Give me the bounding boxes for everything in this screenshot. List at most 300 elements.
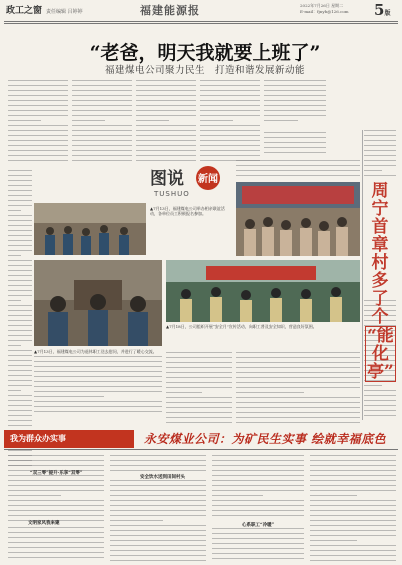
text-line bbox=[8, 260, 32, 261]
text-line bbox=[264, 115, 326, 116]
text-line bbox=[8, 537, 104, 538]
text-line bbox=[166, 387, 232, 388]
text-line bbox=[110, 500, 206, 501]
text-line bbox=[8, 500, 104, 501]
text-line bbox=[200, 125, 260, 126]
text-line bbox=[72, 110, 132, 111]
text-line bbox=[34, 361, 162, 362]
text-line bbox=[364, 135, 396, 136]
text-line bbox=[110, 555, 206, 556]
text-line bbox=[264, 95, 326, 96]
sidebar-headline bbox=[365, 182, 395, 382]
text-line bbox=[166, 412, 232, 413]
text-line bbox=[364, 165, 396, 166]
text-line bbox=[110, 460, 206, 461]
text-line bbox=[310, 535, 396, 536]
text-line bbox=[8, 340, 32, 341]
text-line bbox=[8, 275, 32, 276]
section-rule bbox=[4, 449, 398, 450]
text-line bbox=[136, 150, 196, 151]
text-line bbox=[72, 100, 132, 101]
text-line bbox=[200, 120, 233, 121]
sidebar-divider bbox=[362, 130, 363, 420]
text-line bbox=[110, 490, 206, 491]
text-line bbox=[110, 470, 206, 471]
tushuo-logo-pinyin: TUSHUO bbox=[154, 190, 190, 198]
text-line bbox=[72, 120, 105, 121]
text-line bbox=[212, 455, 304, 456]
sidebar-headline-top: 周宁首章村多了个 bbox=[371, 181, 389, 327]
text-line bbox=[212, 533, 304, 534]
text-line bbox=[8, 105, 68, 106]
text-line bbox=[72, 135, 132, 136]
text-line bbox=[110, 495, 206, 496]
text-line bbox=[8, 527, 104, 528]
text-line bbox=[8, 230, 32, 231]
text-line bbox=[110, 515, 206, 516]
text-line bbox=[236, 160, 360, 161]
text-line bbox=[310, 475, 396, 476]
text-line bbox=[110, 560, 206, 561]
text-line bbox=[8, 135, 68, 136]
section-title: 永安煤业公司：为矿民生实事 绘就幸福底色 bbox=[144, 432, 387, 446]
text-line bbox=[310, 530, 396, 531]
text-line bbox=[8, 100, 68, 101]
text-line bbox=[212, 465, 304, 466]
text-line bbox=[8, 465, 104, 466]
text-line bbox=[236, 165, 360, 166]
masthead-rule-thin bbox=[4, 23, 398, 24]
text-line bbox=[8, 455, 104, 456]
text-line bbox=[8, 160, 68, 161]
text-line bbox=[72, 150, 132, 151]
text-line bbox=[110, 530, 206, 531]
text-line bbox=[34, 371, 162, 372]
text-line bbox=[200, 115, 260, 116]
text-line bbox=[136, 135, 196, 136]
text-line bbox=[166, 352, 232, 353]
text-line bbox=[236, 417, 360, 418]
text-line bbox=[264, 105, 326, 106]
text-line bbox=[310, 555, 396, 556]
text-line bbox=[200, 90, 260, 91]
text-line bbox=[236, 387, 360, 388]
tushuo-caption-bottom-left: ▲7月13日，福建煤电公司为退休职工送去慰问，并进行了暖心交流。 bbox=[34, 349, 157, 354]
text-line bbox=[166, 417, 232, 418]
text-line bbox=[72, 80, 132, 81]
text-line bbox=[8, 80, 68, 81]
text-line bbox=[110, 510, 206, 511]
text-line bbox=[136, 130, 196, 131]
text-line bbox=[72, 90, 132, 91]
text-line bbox=[310, 490, 396, 491]
text-line bbox=[200, 155, 260, 156]
text-line bbox=[8, 335, 32, 336]
text-line bbox=[212, 510, 304, 511]
text-line bbox=[8, 235, 32, 236]
text-line bbox=[8, 175, 32, 176]
text-line bbox=[212, 475, 304, 476]
text-line bbox=[200, 135, 260, 136]
text-line bbox=[110, 535, 206, 536]
text-line bbox=[364, 155, 396, 156]
text-line bbox=[310, 510, 396, 511]
text-line bbox=[264, 132, 326, 133]
page-number bbox=[374, 1, 390, 19]
text-line bbox=[364, 175, 396, 176]
text-line bbox=[136, 100, 196, 101]
subheading-1: “双三零”提升·乐享“双零” bbox=[30, 471, 83, 476]
text-line bbox=[8, 305, 32, 306]
text-line bbox=[8, 420, 32, 421]
editor-line: 责任编辑 吕婷婷 bbox=[46, 9, 83, 15]
text-line bbox=[8, 350, 32, 351]
text-line bbox=[212, 500, 304, 501]
text-line bbox=[8, 300, 21, 301]
sidebar-headline-boxed: “能化亭” bbox=[367, 326, 394, 382]
text-line bbox=[8, 510, 104, 511]
text-line bbox=[72, 95, 132, 96]
text-line bbox=[8, 310, 32, 311]
text-line bbox=[34, 396, 104, 397]
text-line bbox=[310, 465, 396, 466]
text-line bbox=[212, 515, 304, 516]
text-line bbox=[236, 170, 360, 171]
text-line bbox=[8, 405, 32, 406]
text-line bbox=[136, 120, 169, 121]
text-line bbox=[8, 85, 68, 86]
text-line bbox=[166, 382, 232, 383]
page-number-suffix: 版 bbox=[384, 10, 391, 17]
text-line bbox=[264, 80, 326, 81]
text-line bbox=[8, 425, 32, 426]
page-number-digit: 5 bbox=[374, 1, 385, 19]
text-line bbox=[8, 460, 104, 461]
text-line bbox=[166, 422, 232, 423]
text-line bbox=[8, 125, 68, 126]
text-line bbox=[236, 422, 360, 423]
text-line bbox=[8, 410, 32, 411]
text-line bbox=[364, 150, 396, 151]
text-line bbox=[8, 480, 104, 481]
text-line bbox=[264, 137, 326, 138]
text-line bbox=[200, 105, 260, 106]
text-line bbox=[8, 365, 32, 366]
text-line bbox=[364, 395, 396, 396]
text-line bbox=[110, 520, 163, 521]
text-line bbox=[8, 330, 32, 331]
text-line bbox=[8, 542, 104, 543]
text-line bbox=[8, 225, 32, 226]
text-line bbox=[8, 355, 32, 356]
text-line bbox=[8, 95, 68, 96]
text-line bbox=[8, 155, 68, 156]
text-line bbox=[8, 295, 32, 296]
text-line bbox=[72, 130, 132, 131]
text-line bbox=[8, 215, 32, 216]
text-line bbox=[200, 140, 260, 141]
text-line bbox=[236, 407, 360, 408]
text-line bbox=[8, 315, 32, 316]
text-line bbox=[110, 550, 206, 551]
text-line bbox=[200, 145, 260, 146]
text-line bbox=[200, 95, 260, 96]
text-line bbox=[8, 360, 32, 361]
subheading-2: 安全饮水送到田间村头 bbox=[140, 475, 185, 480]
text-line bbox=[236, 372, 360, 373]
text-line bbox=[110, 455, 206, 456]
text-line bbox=[8, 200, 32, 201]
text-line bbox=[166, 392, 202, 393]
paper-name: 福建能源报 bbox=[140, 4, 200, 17]
subheading-4: 文明家风我来建 bbox=[28, 521, 60, 526]
text-line bbox=[8, 450, 32, 451]
text-line bbox=[236, 402, 360, 403]
text-line bbox=[72, 125, 132, 126]
text-line bbox=[8, 145, 68, 146]
section-banner-label: 我为群众办实事 bbox=[10, 433, 66, 443]
text-line bbox=[8, 270, 32, 271]
text-line bbox=[364, 405, 396, 406]
text-line bbox=[34, 386, 162, 387]
tushuo-logo bbox=[148, 165, 234, 199]
text-line bbox=[310, 550, 396, 551]
text-line bbox=[364, 385, 382, 386]
text-line bbox=[212, 558, 304, 559]
text-line bbox=[212, 490, 304, 491]
text-line bbox=[8, 280, 32, 281]
text-line bbox=[136, 115, 196, 116]
text-line bbox=[8, 547, 104, 548]
text-line bbox=[212, 460, 304, 461]
text-line bbox=[34, 411, 162, 412]
text-line bbox=[200, 80, 260, 81]
text-line bbox=[364, 140, 396, 141]
text-line bbox=[8, 140, 68, 141]
text-line bbox=[310, 525, 396, 526]
text-line bbox=[8, 90, 68, 91]
text-line bbox=[364, 390, 396, 391]
subheading-3: 心系职工“冷暖” bbox=[242, 523, 275, 528]
text-line bbox=[136, 95, 196, 96]
text-line bbox=[8, 380, 32, 381]
tushuo-logo-badge: 新闻 bbox=[198, 174, 218, 185]
tushuo-caption-bottom-right: ▲7月18日，公司组织开展“安全月”宣传活动，向职工普及安全知识，营造良好氛围。 bbox=[166, 324, 317, 329]
text-line bbox=[72, 115, 132, 116]
text-line bbox=[8, 552, 104, 553]
text-line bbox=[364, 145, 396, 146]
text-line bbox=[212, 470, 304, 471]
text-line bbox=[310, 470, 396, 471]
text-line bbox=[310, 500, 396, 501]
text-line bbox=[212, 480, 304, 481]
tushuo-caption-top: ▲7月13日，福建煤电公司举办相亲联谊活动，各单位员工积极报名参加。 bbox=[150, 206, 225, 217]
text-line bbox=[166, 367, 232, 368]
text-line bbox=[8, 285, 32, 286]
text-line bbox=[212, 495, 263, 496]
text-line bbox=[8, 370, 32, 371]
text-line bbox=[236, 397, 360, 398]
text-line bbox=[264, 85, 326, 86]
text-line bbox=[364, 400, 396, 401]
text-line bbox=[364, 160, 396, 161]
text-line bbox=[200, 100, 260, 101]
text-line bbox=[310, 460, 396, 461]
text-line bbox=[34, 391, 162, 392]
text-line bbox=[166, 362, 232, 363]
text-line bbox=[264, 120, 298, 121]
text-line bbox=[310, 540, 357, 541]
text-line bbox=[72, 155, 132, 156]
text-line bbox=[310, 545, 396, 546]
text-line bbox=[236, 175, 360, 176]
text-line bbox=[136, 80, 196, 81]
text-line bbox=[212, 553, 304, 554]
text-line bbox=[200, 85, 260, 86]
text-line bbox=[72, 105, 132, 106]
lead-subheadline: 福建煤电公司聚力民生 打造和谐发展新动能 bbox=[104, 65, 305, 76]
text-line bbox=[310, 505, 396, 506]
text-line bbox=[364, 170, 382, 171]
text-line bbox=[72, 85, 132, 86]
text-line bbox=[264, 147, 326, 148]
text-line bbox=[8, 190, 32, 191]
text-line bbox=[212, 528, 304, 529]
text-line bbox=[8, 375, 32, 376]
text-line bbox=[8, 245, 32, 246]
text-line bbox=[8, 490, 104, 491]
text-line bbox=[8, 195, 32, 196]
text-line bbox=[8, 415, 32, 416]
masthead-rule bbox=[4, 21, 398, 22]
text-line bbox=[110, 540, 206, 541]
text-line bbox=[166, 372, 232, 373]
text-line bbox=[8, 130, 68, 131]
text-line bbox=[136, 90, 196, 91]
text-line bbox=[8, 385, 32, 386]
text-line bbox=[8, 110, 68, 111]
text-line bbox=[8, 115, 68, 116]
text-line bbox=[8, 515, 104, 516]
text-line bbox=[110, 480, 206, 481]
date-text: 2022年7月26日 星期二 bbox=[300, 3, 344, 8]
text-line bbox=[236, 382, 360, 383]
text-line bbox=[34, 401, 162, 402]
text-line bbox=[8, 320, 32, 321]
text-line bbox=[8, 185, 32, 186]
text-line bbox=[110, 465, 206, 466]
text-line bbox=[110, 505, 206, 506]
text-line bbox=[8, 395, 32, 396]
text-line bbox=[136, 145, 196, 146]
text-line bbox=[72, 160, 132, 161]
text-line bbox=[8, 265, 32, 266]
text-line bbox=[310, 515, 396, 516]
text-line bbox=[200, 130, 260, 131]
section-name: 政工之窗 责任编辑 吕婷婷 bbox=[6, 6, 83, 16]
text-line bbox=[8, 210, 21, 211]
text-line bbox=[110, 525, 206, 526]
text-line bbox=[8, 250, 32, 251]
text-line bbox=[136, 160, 196, 161]
text-line bbox=[310, 485, 396, 486]
text-line bbox=[212, 505, 304, 506]
text-line bbox=[200, 150, 260, 151]
photo-group-activity bbox=[34, 203, 146, 255]
text-line bbox=[72, 145, 132, 146]
text-line bbox=[166, 407, 232, 408]
text-line bbox=[236, 352, 360, 353]
text-line bbox=[8, 220, 32, 221]
text-line bbox=[212, 543, 304, 544]
text-line bbox=[166, 402, 232, 403]
text-line bbox=[310, 495, 357, 496]
text-line bbox=[212, 485, 304, 486]
photo-visiting-retirees bbox=[34, 260, 162, 346]
text-line bbox=[72, 140, 132, 141]
text-line bbox=[310, 455, 396, 456]
text-line bbox=[166, 357, 232, 358]
text-line bbox=[310, 480, 396, 481]
text-line bbox=[110, 485, 206, 486]
text-line bbox=[136, 140, 196, 141]
text-line bbox=[8, 255, 21, 256]
text-line bbox=[8, 180, 32, 181]
email-text: E-mail：fjnyb@126.com bbox=[300, 9, 349, 14]
text-line bbox=[364, 130, 396, 131]
text-line bbox=[8, 495, 61, 496]
text-line bbox=[136, 110, 196, 111]
text-line bbox=[364, 415, 396, 416]
text-line bbox=[8, 557, 104, 558]
text-line bbox=[136, 155, 196, 156]
text-line bbox=[8, 120, 41, 121]
text-line bbox=[166, 377, 232, 378]
text-line bbox=[8, 240, 32, 241]
text-line bbox=[236, 357, 360, 358]
text-line bbox=[8, 205, 32, 206]
text-line bbox=[236, 362, 360, 363]
text-line bbox=[8, 505, 104, 506]
text-line bbox=[264, 152, 326, 153]
photo-matchmaking-event bbox=[236, 182, 360, 256]
text-line bbox=[8, 532, 104, 533]
text-line bbox=[8, 325, 32, 326]
text-line bbox=[200, 110, 260, 111]
text-line bbox=[8, 170, 32, 171]
text-line bbox=[212, 548, 304, 549]
photo-safety-campaign bbox=[166, 260, 360, 322]
text-line bbox=[8, 290, 32, 291]
text-line bbox=[236, 377, 360, 378]
text-line bbox=[8, 345, 21, 346]
text-line bbox=[34, 376, 162, 377]
text-line bbox=[110, 545, 206, 546]
text-line bbox=[264, 90, 326, 91]
text-line bbox=[310, 560, 396, 561]
text-line bbox=[264, 110, 326, 111]
lead-headline: “老爸，明天我就要上班了” bbox=[89, 42, 321, 64]
text-line bbox=[364, 410, 396, 411]
text-line bbox=[8, 485, 104, 486]
text-line bbox=[264, 100, 326, 101]
text-line bbox=[34, 381, 162, 382]
text-line bbox=[264, 142, 326, 143]
text-line bbox=[236, 367, 360, 368]
text-line bbox=[136, 125, 196, 126]
text-line bbox=[8, 400, 32, 401]
date-line bbox=[300, 3, 370, 15]
